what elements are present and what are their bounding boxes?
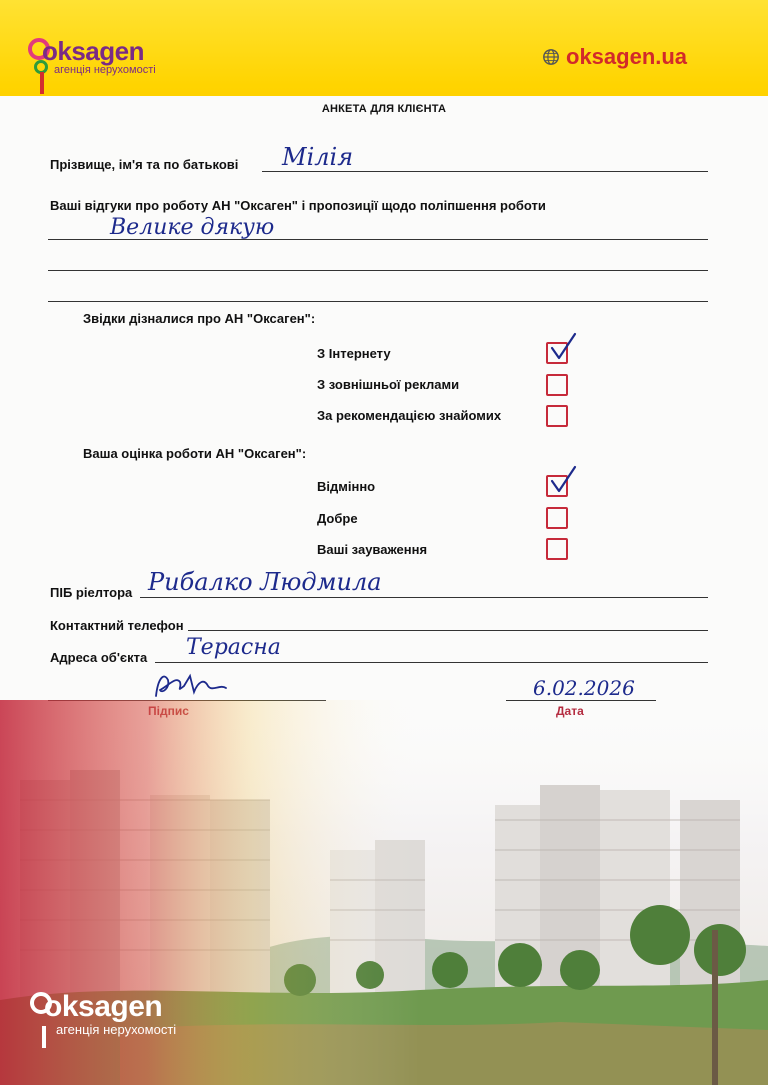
date-handwritten-value[interactable]: 6.02.2026: [533, 676, 635, 700]
rating-checkbox-excellent[interactable]: [546, 475, 568, 497]
feedback-line-2: [48, 270, 708, 271]
logo-subtitle: агенція нерухомості: [54, 64, 156, 76]
rating-question: Ваша оцінка роботи АН "Оксаген":: [83, 446, 307, 461]
name-handwritten-value[interactable]: Мілія: [282, 143, 354, 171]
rating-option-good: Добре: [317, 511, 358, 526]
phone-line: [188, 630, 708, 631]
rating-option-excellent: Відмінно: [317, 479, 376, 494]
source-checkbox-internet[interactable]: [546, 342, 568, 364]
source-option-ads: З зовнішньої реклами: [317, 377, 460, 392]
footer-logo-subtitle: агенція нерухомості: [56, 1022, 177, 1037]
rating-option-remarks: Ваші зауваження: [317, 542, 428, 557]
source-option-recommendation: За рекомендацією знайомих: [317, 408, 502, 423]
address-handwritten-value[interactable]: Терасна: [186, 635, 281, 660]
address-label: Адреса об'єкта: [50, 650, 148, 665]
phone-label: Контактний телефон: [50, 618, 184, 633]
realtor-handwritten-value[interactable]: Рибалко Людмила: [148, 568, 382, 596]
rating-checkbox-good[interactable]: [546, 507, 568, 529]
website-link[interactable]: [542, 44, 687, 70]
source-checkbox-recommendation[interactable]: [546, 405, 568, 427]
name-line: [262, 171, 708, 172]
signature-scribble-icon: [150, 668, 230, 704]
globe-icon: [542, 48, 560, 66]
logo-key-icon: [40, 72, 44, 94]
checkmark-icon: [548, 332, 578, 362]
address-line: [155, 662, 708, 663]
rating-checkbox-remarks[interactable]: [546, 538, 568, 560]
name-label: Прізвище, ім'я та по батькові: [50, 157, 239, 172]
logo-text: oksagen: [42, 36, 144, 66]
realtor-label: ПІБ ріелтора: [50, 585, 133, 600]
feedback-handwritten-value[interactable]: Велике дякую: [110, 215, 275, 240]
realtor-line: [140, 597, 708, 598]
source-option-internet: З Інтернету: [317, 346, 391, 361]
source-question: Звідки дізналися про АН "Оксаген":: [83, 311, 316, 326]
footer-logo-key-icon: [42, 1026, 46, 1048]
feedback-line-3: [48, 301, 708, 302]
footer-logo-text: oksagen: [44, 990, 163, 1023]
feedback-label: Ваші відгуки про роботу АН "Оксаген" і пропозиції щодо поліпшення роботи: [50, 198, 546, 213]
checkmark-icon: [548, 465, 578, 495]
source-checkbox-ads[interactable]: [546, 374, 568, 396]
form-title: АНКЕТА ДЛЯ КЛІЄНТА: [321, 103, 447, 115]
website-text: oksagen.ua: [566, 44, 688, 69]
